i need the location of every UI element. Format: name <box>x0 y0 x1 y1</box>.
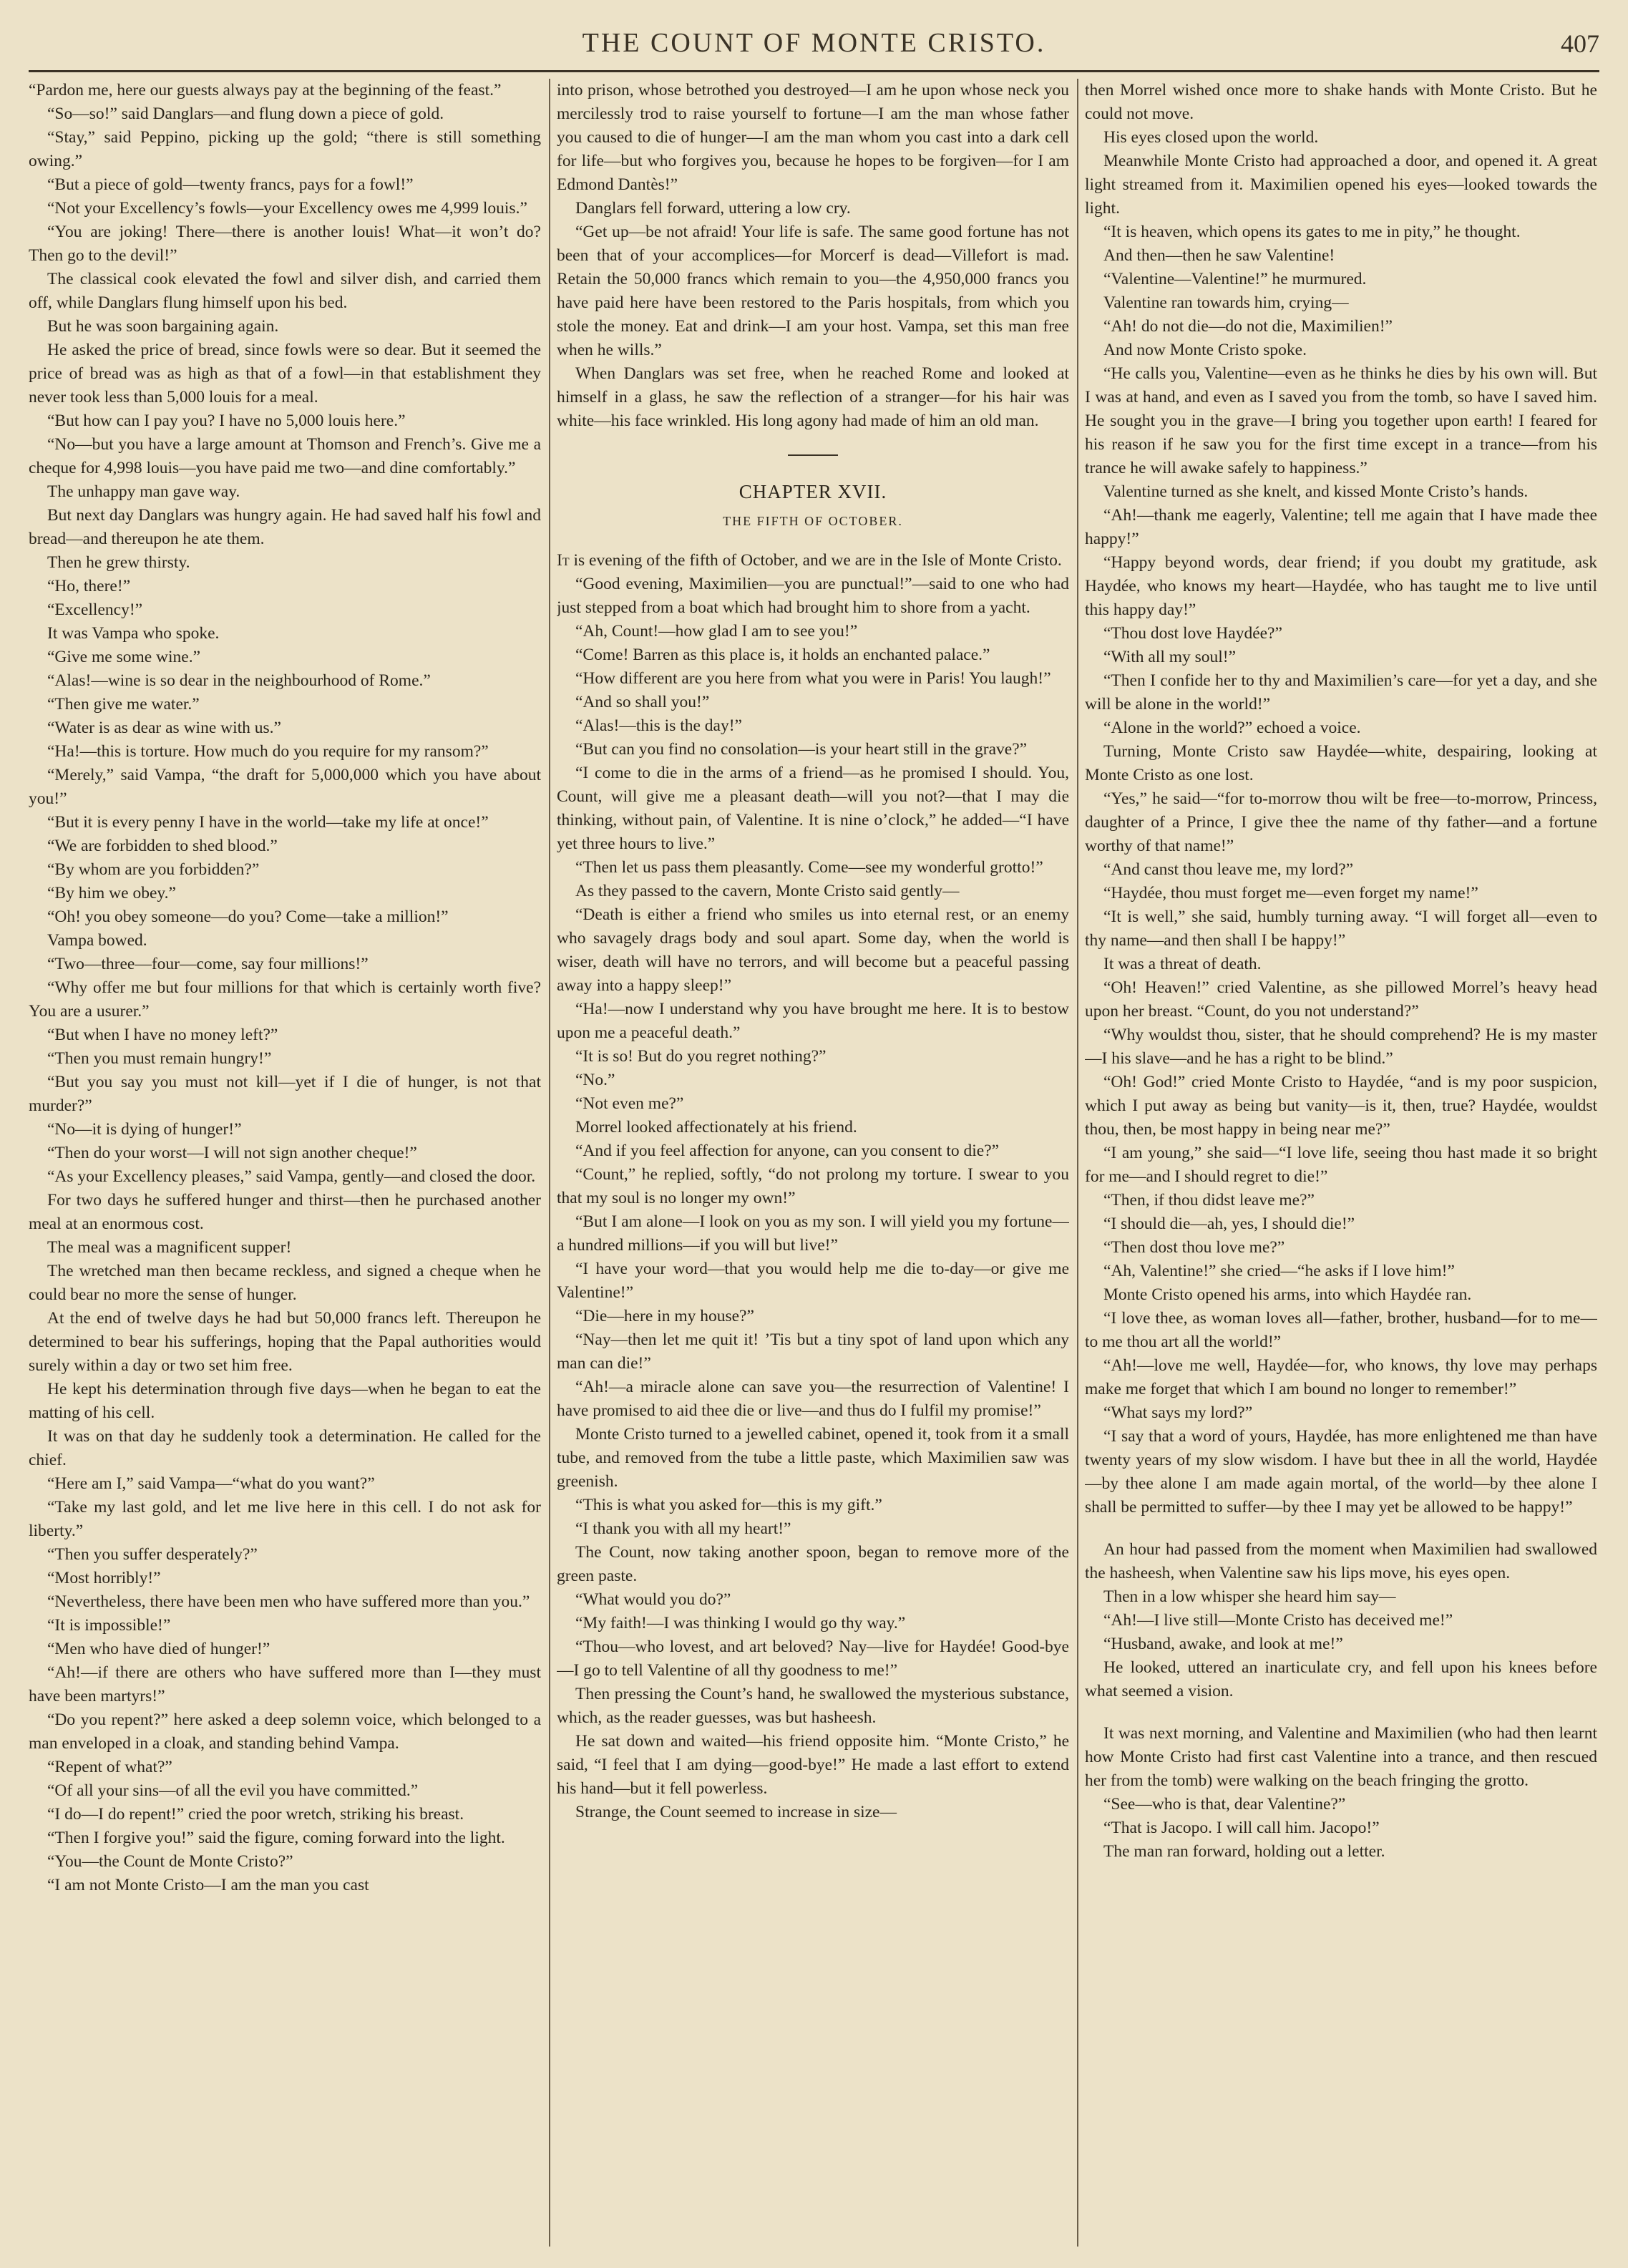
paragraph: “So—so!” said Danglars—and flung down a piece of gold. <box>47 104 444 123</box>
paragraph: “How different are you here from what you were in Paris! You laugh!” <box>575 669 1051 688</box>
paragraph: “Water is as dear as wine with us.” <box>47 719 281 737</box>
paragraph: “No—it is dying of hunger!” <box>47 1120 242 1139</box>
paragraph: “Then give me water.” <box>47 695 200 714</box>
column-divider <box>549 79 550 2247</box>
paragraph: “Nay—then let me quit it! ’Tis but a tiny spot of land upon which any man can die!” <box>557 1330 1069 1373</box>
paragraph: into prison, whose betrothed you destroyed—I am he upon whose neck you mercilessly trod to raise yourself to fortune—I am the man whose father you caused to die of hunger—I am the man whom you cast into a dark cell for life—but who forgives you, because he hopes to be forgiven—for I am Edmond Dantès!” <box>557 81 1069 194</box>
column-1 <box>29 79 541 2247</box>
paragraph: But next day Danglars was hungry again. He had saved half his fowl and bread—and thereupon he ate them. <box>29 506 541 548</box>
paragraph: “Nevertheless, there have been men who have suffered more than you.” <box>47 1592 530 1611</box>
paragraph: “Then you must remain hungry!” <box>47 1049 272 1068</box>
section-break <box>1085 1519 1597 1538</box>
paragraph: “Ah!—if there are others who have suffered more than I—they must have been martyrs!” <box>29 1663 541 1705</box>
paragraph: “No—but you have a large amount at Thomson and French’s. Give me a cheque for 4,998 louis—you have paid me two—and dine comfortably.” <box>29 435 541 477</box>
paragraph: “Repent of what?” <box>47 1758 172 1776</box>
paragraph: Strange, the Count seemed to increase in size— <box>575 1803 897 1821</box>
page-number: 407 <box>1561 29 1599 58</box>
paragraph: But he was soon bargaining again. <box>47 317 279 336</box>
paragraph: “Thou—who lovest, and art beloved? Nay—live for Haydée! Good-bye—I go to tell Valentine of all thy goodness to me!” <box>557 1637 1069 1680</box>
paragraph: “Ho, there!” <box>47 577 131 595</box>
paragraph: “Valentine—Valentine!” he murmured. <box>1103 270 1367 288</box>
paragraph: Turning, Monte Cristo saw Haydée—white, despairing, looking at Monte Cristo as one lost. <box>1085 742 1597 784</box>
paragraph: “Excellency!” <box>47 600 143 619</box>
paragraph: “But it is every penny I have in the world—take my life at once!” <box>47 813 489 832</box>
paragraph: “It is so! But do you regret nothing?” <box>575 1047 827 1066</box>
paragraph: “Oh! Heaven!” cried Valentine, as she pillowed Morrel’s heavy head upon her breast. “Count, do you not understand?” <box>1085 978 1597 1021</box>
column-3-part-a <box>1085 79 1597 1519</box>
paragraph: He sat down and waited—his friend opposite him. “Monte Cristo,” he said, “I feel that I am dying—good-bye!” He made a last effort to extend his hand—but it fell powerless. <box>557 1732 1069 1798</box>
paragraph: “He calls you, Valentine—even as he thinks he dies by his own will. But I was at hand, and even as I saved you from the tomb, so have I saved him. He sought you in the grave—I bring you together upon earth! I feared for his reason if he saw you for the first time except in a trance—from his trance he will awake safely to happiness.” <box>1085 364 1597 477</box>
column-3-part-c <box>1085 1722 1597 1864</box>
paragraph: Then pressing the Count’s hand, he swallowed the mysterious substance, which, as the reader guesses, was but hasheesh. <box>557 1685 1069 1727</box>
paragraph: “Then I forgive you!” said the figure, coming forward into the light. <box>47 1829 505 1847</box>
opening-word: It <box>557 551 570 570</box>
paragraph: It was on that day he suddenly took a determination. He called for the chief. <box>29 1427 541 1469</box>
paragraph: Danglars fell forward, uttering a low cry. <box>575 199 851 218</box>
paragraph: His eyes closed upon the world. <box>1103 128 1319 147</box>
paragraph: “Ah! do not die—do not die, Maximilien!” <box>1103 317 1393 336</box>
paragraph: Valentine ran towards him, crying— <box>1103 293 1349 312</box>
paragraph: “Take my last gold, and let me live here in this cell. I do not ask for liberty.” <box>29 1498 541 1540</box>
paragraph: The man ran forward, holding out a letter. <box>1103 1842 1385 1861</box>
paragraph: “I have your word—that you would help me die to-day—or give me Valentine!” <box>557 1260 1069 1302</box>
paragraph: He looked, uttered an inarticulate cry, and fell upon his knees before what seemed a vision. <box>1085 1658 1597 1700</box>
paragraph: He asked the price of bread, since fowls were so dear. But it seemed the price of bread was as high as that of a fowl—in that establishment they never took less than 5,000 louis for a meal. <box>29 341 541 407</box>
paragraph: “Count,” he replied, softly, “do not prolong my torture. I swear to you that my soul is no longer my own!” <box>557 1165 1069 1207</box>
paragraph: It was next morning, and Valentine and Maximilien (who had then learnt how Monte Cristo had first cast Valentine into a trance, and then rescued her from the tomb) were walking on the beach fringing the grotto. <box>1085 1724 1597 1790</box>
paragraph: At the end of twelve days he had but 50,000 francs left. Thereupon he determined to bear his sufferings, hoping that the Papal authorities would surely within a day or two set him free. <box>29 1309 541 1375</box>
paragraph: It was Vampa who spoke. <box>47 624 220 643</box>
paragraph: “Then you suffer desperately?” <box>47 1545 258 1564</box>
paragraph: “Here am I,” said Vampa—“what do you want?” <box>47 1474 375 1493</box>
paragraph: The meal was a magnificent supper! <box>47 1238 292 1257</box>
paragraph: “Happy beyond words, dear friend; if you doubt my gratitude, ask Haydée, who knows my heart—Haydée, who has taught me to live until this happy day!” <box>1085 553 1597 619</box>
paragraph: The wretched man then became reckless, and signed a cheque when he could bear no more the sense of hunger. <box>29 1262 541 1304</box>
paragraph: “Get up—be not afraid! Your life is safe. The same good fortune has not been that of your accomplices—for Morcerf is dead—Villefort is mad. Retain the 50,000 francs which remain to you—the 4,950,000 francs you have paid here have been restored to the Paris hospitals, from which you stole the money. Eat and drink—I am your host. Vampa, set this man free when he wills.” <box>557 223 1069 359</box>
chapter-opening <box>557 549 1069 573</box>
column-2-bottom <box>557 573 1069 1824</box>
paragraph: Monte Cristo turned to a jewelled cabinet, opened it, took from it a small tube, and removed from the tube a little paste, which Maximilien saw was greenish. <box>557 1425 1069 1491</box>
paragraph: “Thou dost love Haydée?” <box>1103 624 1282 643</box>
paragraph: An hour had passed from the moment when Maximilien had swallowed the hasheesh, when Valentine saw his lips move, his eyes open. <box>1085 1540 1597 1582</box>
paragraph: “Ah, Count!—how glad I am to see you!” <box>575 622 858 641</box>
paragraph: “Alas!—this is the day!” <box>575 716 742 735</box>
running-title: THE COUNT OF MONTE CRISTO. <box>582 28 1046 58</box>
paragraph: “Give me some wine.” <box>47 648 201 666</box>
paragraph: “I thank you with all my heart!” <box>575 1519 791 1538</box>
section-break <box>1085 1703 1597 1722</box>
column-divider <box>1077 79 1078 2247</box>
paragraph: “But a piece of gold—twenty francs, pays for a fowl!” <box>47 175 414 194</box>
paragraph: “And so shall you!” <box>575 693 710 711</box>
paragraph: “Haydée, thou must forget me—even forget my name!” <box>1103 884 1478 902</box>
paragraph: And now Monte Cristo spoke. <box>1103 341 1307 359</box>
paragraph: “Ah!—a miracle alone can save you—the resurrection of Valentine! I have promised to aid thee die or live—and thus do I fulfil my promise!” <box>557 1378 1069 1420</box>
paragraph: “You—the Count de Monte Cristo?” <box>47 1852 293 1871</box>
paragraph: “No.” <box>575 1071 615 1089</box>
paragraph: “But when I have no money left?” <box>47 1026 278 1044</box>
paragraph: For two days he suffered hunger and thirst—then he purchased another meal at an enormous cost. <box>29 1191 541 1233</box>
paragraph: “Ah!—I live still—Monte Cristo has deceived me!” <box>1103 1611 1453 1630</box>
paragraph: “See—who is that, dear Valentine?” <box>1103 1795 1346 1814</box>
paragraph: He kept his determination through five days—when he began to eat the matting of his cell. <box>29 1380 541 1422</box>
paragraph: “Alas!—wine is so dear in the neighbourhood of Rome.” <box>47 671 431 690</box>
paragraph: And then—then he saw Valentine! <box>1103 246 1335 265</box>
paragraph: “Ah, Valentine!” she cried—“he asks if I love him!” <box>1103 1262 1455 1280</box>
paragraph: “As your Excellency pleases,” said Vampa, gently—and closed the door. <box>47 1167 536 1186</box>
paragraph: “With all my soul!” <box>1103 648 1237 666</box>
paragraph: “I come to die in the arms of a friend—as he promised I should. You, Count, will give me a pleasant death—will you not?—that I may die thinking, without pain, of Valentine. It is nine o’clock,” he added—“I have yet three hours to live.” <box>557 764 1069 853</box>
paragraph: Then in a low whisper she heard him say— <box>1103 1587 1396 1606</box>
paragraph: “Then do your worst—I will not sign another cheque!” <box>47 1144 417 1162</box>
paragraph: “Of all your sins—of all the evil you have committed.” <box>47 1781 419 1800</box>
paragraph: “Then dost thou love me?” <box>1103 1238 1285 1257</box>
paragraph: “Not your Excellency’s fowls—your Excellency owes me 4,999 louis.” <box>47 199 527 218</box>
paragraph: “Most horribly!” <box>47 1569 161 1587</box>
paragraph: “Oh! God!” cried Monte Cristo to Haydée, “and is my poor suspicion, which I put away as being but vanity—is it, then, true? Haydée, wouldst thou, then, be most happy in being near me?” <box>1085 1073 1597 1139</box>
opening-text: is evening of the fifth of October, and we are in the Isle of Monte Cristo. <box>569 551 1062 570</box>
paragraph: “I should die—ah, yes, I should die!” <box>1103 1215 1355 1233</box>
paragraph: “Why offer me but four millions for that which is certainly worth five? You are a usurer.” <box>29 978 541 1021</box>
paragraph: “But can you find no consolation—is your heart still in the grave?” <box>575 740 1028 759</box>
paragraph: “Then I confide her to thy and Maximilien’s care—for yet a day, and she will be alone in the world!” <box>1085 671 1597 714</box>
paragraph: “Husband, awake, and look at me!” <box>1103 1635 1343 1653</box>
paragraph: “I am not Monte Cristo—I am the man you cast <box>47 1876 369 1894</box>
section-rule <box>788 454 838 456</box>
paragraph: “Then let us pass them pleasantly. Come—see my wonderful grotto!” <box>575 858 1043 877</box>
paragraph: Morrel looked affectionately at his friend. <box>575 1118 857 1137</box>
paragraph: “Two—three—four—come, say four millions!” <box>47 955 369 973</box>
paragraph: Monte Cristo opened his arms, into which Haydée ran. <box>1103 1285 1472 1304</box>
paragraph: “I am young,” she said—“I love life, seeing thou hast made it so bright for me—and I should regret to die!” <box>1085 1144 1597 1186</box>
paragraph: “Die—here in my house?” <box>575 1307 754 1325</box>
paragraph: “And if you feel affection for anyone, can you consent to die?” <box>575 1142 1000 1160</box>
paragraph: “That is Jacopo. I will call him. Jacopo!” <box>1103 1819 1380 1837</box>
paragraph: “Yes,” he said—“for to-morrow thou wilt be free—to-morrow, Princess, daughter of a Prince, I give thee the name of thy father—and a fortune worthy of that name!” <box>1085 789 1597 855</box>
paragraph: “We are forbidden to shed blood.” <box>47 837 278 855</box>
paragraph: Then he grew thirsty. <box>47 553 190 572</box>
paragraph: “What would you do?” <box>575 1590 731 1609</box>
page-header <box>29 20 1599 72</box>
paragraph: “My faith!—I was thinking I would go thy way.” <box>575 1614 906 1632</box>
column-3-part-b <box>1085 1538 1597 1703</box>
paragraph: “But you say you must not kill—yet if I die of hunger, is not that murder?” <box>29 1073 541 1115</box>
paragraph: “Ah!—love me well, Haydée—for, who knows, thy love may perhaps make me forget that which I am bound no longer to remember!” <box>1085 1356 1597 1398</box>
paragraph: “This is what you asked for—this is my gift.” <box>575 1496 882 1514</box>
paragraph: “And canst thou leave me, my lord?” <box>1103 860 1354 879</box>
paragraph: “By him we obey.” <box>47 884 176 902</box>
paragraph: “But how can I pay you? I have no 5,000 louis here.” <box>47 412 406 430</box>
paragraph: “I say that a word of yours, Haydée, has more enlightened me than have twenty years of my slow wisdom. I have but thee in all the world, Haydée—by thee alone I am made again mortal, of the world—by thee alone I shall be permitted to suffer—by thee I may yet be allowed to be happy!” <box>1085 1427 1597 1517</box>
paragraph: “You are joking! There—there is another louis! What—it won’t do? Then go to the devil!” <box>29 223 541 265</box>
chapter-subtitle: THE FIFTH OF OCTOBER. <box>723 514 903 528</box>
paragraph: “Not even me?” <box>575 1094 684 1113</box>
paragraph: “Ha!—this is torture. How much do you require for my ransom?” <box>47 742 489 761</box>
chapter-heading: CHAPTER XVII. <box>739 481 887 502</box>
paragraph: “Do you repent?” here asked a deep solemn voice, which belonged to a man enveloped in a cloak, and standing behind Vampa. <box>29 1710 541 1753</box>
paragraph: “I do—I do repent!” cried the poor wretch, striking his breast. <box>47 1805 464 1824</box>
paragraph: As they passed to the cavern, Monte Cristo said gently— <box>575 882 960 900</box>
paragraph: “I love thee, as woman loves all—father, brother, husband—for to me—to me thou art all the world!” <box>1085 1309 1597 1351</box>
paragraph: “Men who have died of hunger!” <box>47 1640 270 1658</box>
paragraph: “It is well,” she said, humbly turning away. “I will forget all—even to thy name—and then shall I be happy!” <box>1085 907 1597 950</box>
paragraph: “Good evening, Maximilien—you are punctual!”—said to one who had just stepped from a boat which had brought him to shore from a yacht. <box>557 575 1069 617</box>
paragraph: “Ha!—now I understand why you have brought me here. It is to bestow upon me a peaceful death.” <box>557 1000 1069 1042</box>
paragraph: then Morrel wished once more to shake hands with Monte Cristo. But he could not move. <box>1085 81 1597 123</box>
paragraph: Valentine turned as she knelt, and kissed Monte Cristo’s hands. <box>1103 482 1529 501</box>
paragraph: “But I am alone—I look on you as my son. I will yield you my fortune—a hundred millions—if you will but live!” <box>557 1212 1069 1255</box>
paragraph: Vampa bowed. <box>47 931 147 950</box>
paragraph: It was a threat of death. <box>1103 955 1262 973</box>
paragraph: “By whom are you forbidden?” <box>47 860 260 879</box>
paragraph: The classical cook elevated the fowl and silver dish, and carried them off, while Danglars flung himself upon his bed. <box>29 270 541 312</box>
paragraph: “Why wouldst thou, sister, that he should comprehend? He is my master—I his slave—and he has a right to be blind.” <box>1085 1026 1597 1068</box>
paragraph: “Pardon me, here our guests always pay at the beginning of the feast.” <box>29 81 502 99</box>
column-2 <box>557 79 1069 2247</box>
paragraph: “It is heaven, which opens its gates to me in pity,” he thought. <box>1103 223 1521 241</box>
paragraph: “Ah!—thank me eagerly, Valentine; tell me again that I have made thee happy!” <box>1085 506 1597 548</box>
text-columns <box>29 79 1599 2247</box>
paragraph: “Death is either a friend who smiles us into eternal rest, or an enemy who savagely drags body and soul apart. Some day, when the world is wiser, death will have no terrors, and will become but a peaceful passing away into a happy sleep!” <box>557 905 1069 995</box>
paragraph: “Merely,” said Vampa, “the draft for 5,000,000 which you have about you!” <box>29 766 541 808</box>
paragraph: Meanwhile Monte Cristo had approached a door, and opened it. A great light streamed from it. Maximilien opened his eyes—looked towards the light. <box>1085 152 1597 218</box>
paragraph: When Danglars was set free, when he reached Rome and looked at himself in a glass, he saw the reflection of a stranger—for his hair was white—his face wrinkled. His long agony had made of him an old man. <box>557 364 1069 430</box>
paragraph: “It is impossible!” <box>47 1616 171 1635</box>
paragraph: “Oh! you obey someone—do you? Come—take a million!” <box>47 907 449 926</box>
paragraph: “Alone in the world?” echoed a voice. <box>1103 719 1361 737</box>
paragraph: “Then, if thou didst leave me?” <box>1103 1191 1315 1210</box>
column-3 <box>1085 79 1597 2247</box>
column-2-top <box>557 79 1069 433</box>
paragraph: “What says my lord?” <box>1103 1403 1253 1422</box>
paragraph: The Count, now taking another spoon, began to remove more of the green paste. <box>557 1543 1069 1585</box>
paragraph: “Stay,” said Peppino, picking up the gold; “there is still something owing.” <box>29 128 541 170</box>
paragraph: “Come! Barren as this place is, it holds an enchanted palace.” <box>575 646 990 664</box>
paragraph: The unhappy man gave way. <box>47 482 240 501</box>
